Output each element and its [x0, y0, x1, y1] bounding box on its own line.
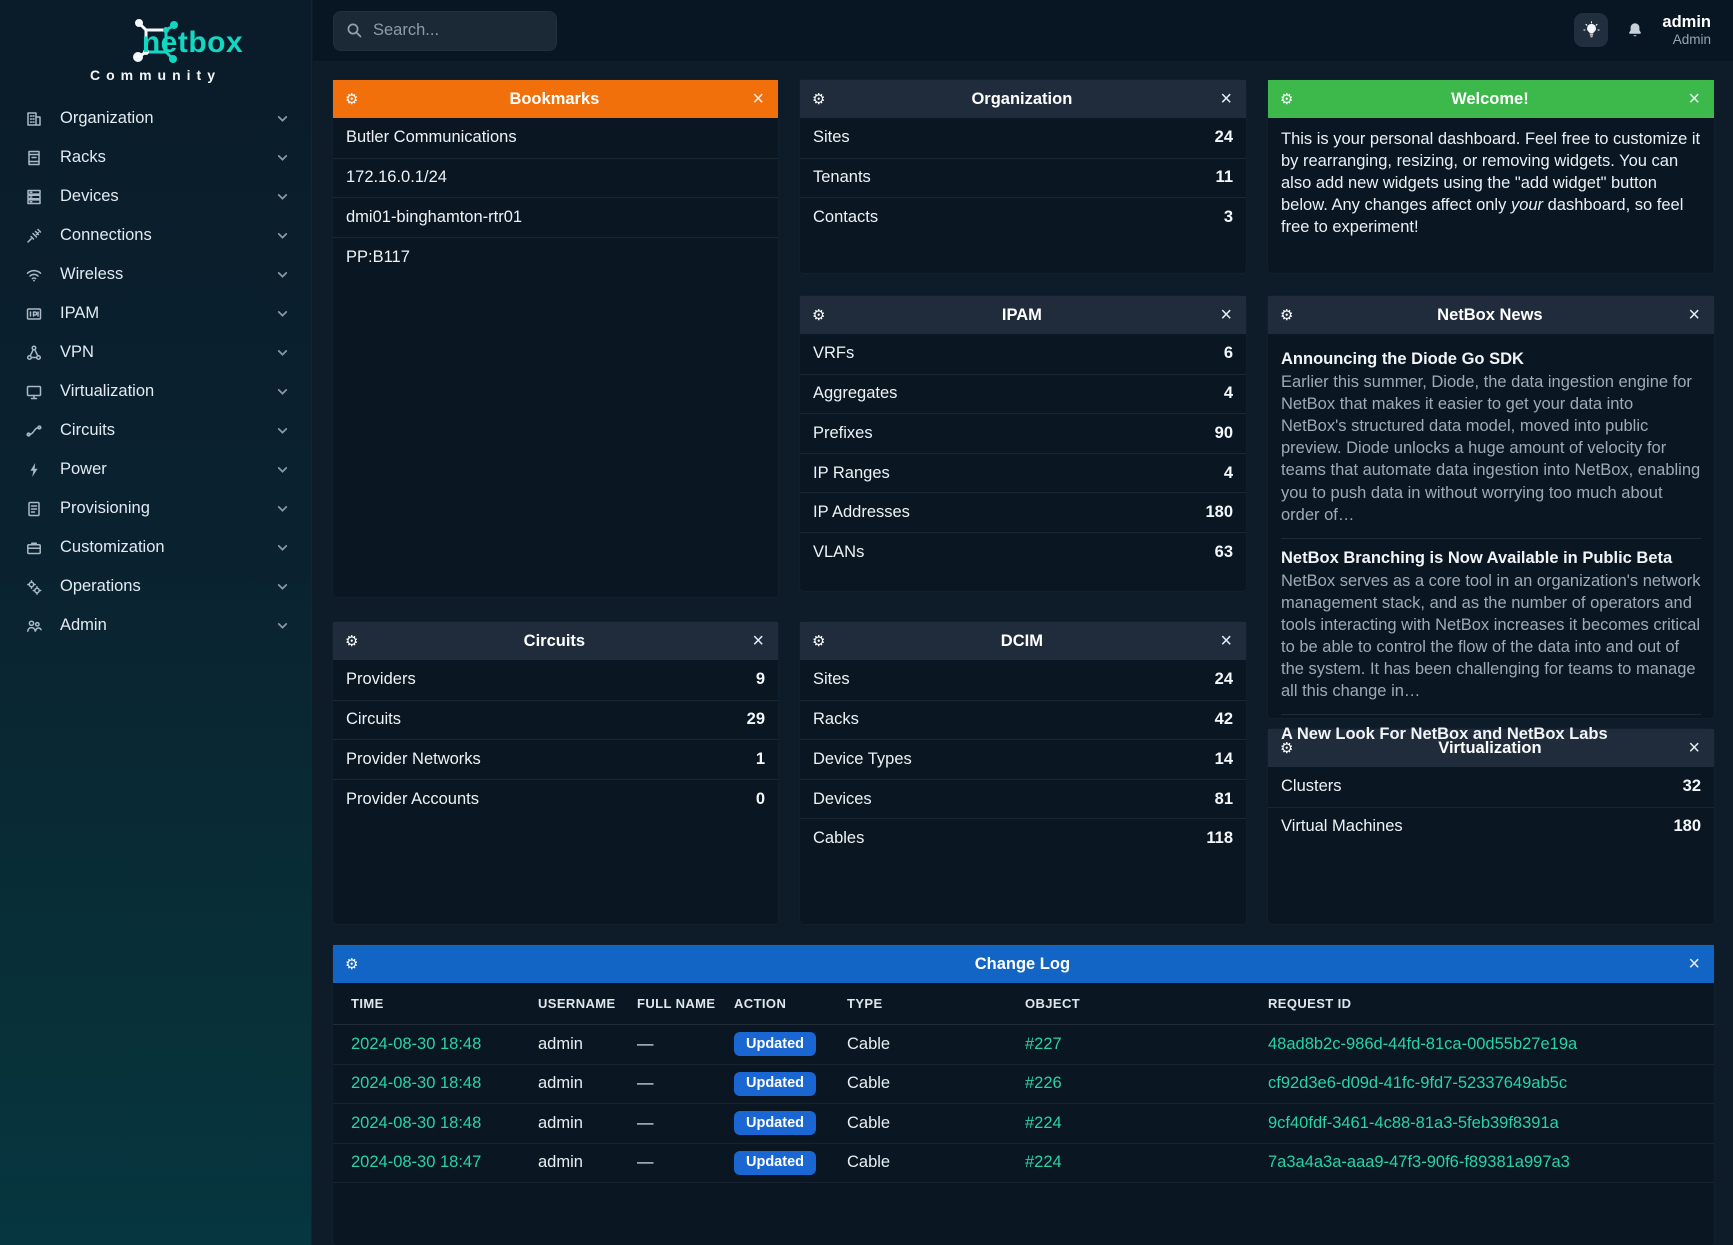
- stat-row: [800, 374, 1246, 414]
- sidebar-item-label: Provisioning: [60, 499, 150, 517]
- sidebar-item-label: Admin: [60, 616, 107, 634]
- stat-link[interactable]: Device Types: [813, 749, 912, 768]
- close-icon[interactable]: ×: [1220, 630, 1232, 652]
- stat-row: [800, 413, 1246, 453]
- changelog-time-link[interactable]: 2024-08-30 18:48: [351, 1113, 482, 1132]
- stat-link[interactable]: Racks: [813, 710, 859, 729]
- stat-link[interactable]: Prefixes: [813, 423, 873, 442]
- sidebar-item-label: VPN: [60, 343, 94, 361]
- news-article-link[interactable]: A New Look For NetBox and NetBox Labs: [1281, 725, 1608, 744]
- stat-value: 9: [755, 670, 765, 689]
- widget-bookmarks: [333, 80, 778, 597]
- sidebar-item-operations[interactable]: [0, 567, 311, 606]
- gear-icon[interactable]: ⚙: [345, 955, 359, 973]
- widget-circuits: [333, 622, 778, 924]
- stat-link[interactable]: Aggregates: [813, 384, 898, 403]
- news-article-body: NetBox serves as a core tool in an organization's network management stack, and as the number of operators and tools interacting with NetBox increases it becomes critical to be able to control the flow of the data into and out of the system. It has been challenging for teams to manage all this change in…: [1281, 571, 1701, 701]
- chevron-down-icon: [276, 268, 289, 281]
- document-icon: [24, 499, 44, 519]
- welcome-text: This is your personal dashboard. Feel free to customize it by rearranging, resizing, or removing widgets. You can also add new widgets using the "add widget" button below. Any changes affect only your dashboard, so feel free to experiment!: [1281, 130, 1701, 236]
- changelog-header-row: [333, 983, 1714, 1025]
- gear-icon[interactable]: ⚙: [345, 632, 359, 650]
- sidebar-item-label: Power: [60, 460, 107, 478]
- stat-row: [800, 197, 1246, 237]
- status-badge: Updated: [734, 1111, 816, 1135]
- changelog-object-link[interactable]: #226: [1025, 1074, 1062, 1093]
- changelog-full-name: —: [637, 1034, 654, 1053]
- stat-row: [800, 492, 1246, 532]
- widget-dcim: [800, 622, 1246, 924]
- stat-value: 42: [1214, 710, 1233, 729]
- stat-link[interactable]: Sites: [813, 670, 850, 689]
- stat-value: 0: [755, 789, 765, 808]
- bookmark-item[interactable]: 172.16.0.1/24: [333, 158, 778, 198]
- close-icon[interactable]: ×: [1220, 88, 1232, 110]
- stat-row: [800, 453, 1246, 493]
- sidebar-item-label: Devices: [60, 187, 119, 205]
- sidebar-item-virtualization[interactable]: [0, 372, 311, 411]
- stat-link[interactable]: Clusters: [1281, 777, 1342, 796]
- column-header: TIME: [351, 996, 384, 1011]
- table-row: [333, 1065, 1714, 1105]
- widget-title: Welcome!: [1451, 89, 1529, 108]
- stat-link[interactable]: Sites: [813, 128, 850, 147]
- news-article-body: Earlier this summer, Diode, the data ingestion engine for NetBox that makes it easier to get your data into NetBox's structured data model, moved into public preview. Diode unlocks a huge amount of velocity for teams that automate data ingestion into NetBox, enabling you to push data in without worrying too much about order of…: [1281, 373, 1701, 524]
- gear-icon[interactable]: ⚙: [1280, 306, 1294, 324]
- changelog-action: [734, 1151, 847, 1175]
- sidebar-item-label: Organization: [60, 109, 154, 127]
- close-icon[interactable]: ×: [752, 630, 764, 652]
- changelog-action: [734, 1111, 847, 1135]
- sidebar-item-label: Connections: [60, 226, 152, 244]
- sidebar-item-label: Wireless: [60, 265, 124, 283]
- status-badge: Updated: [734, 1151, 816, 1175]
- sidebar-item-customization[interactable]: [0, 528, 311, 567]
- sidebar-item-label: Circuits: [60, 421, 116, 439]
- bookmark-item[interactable]: dmi01-binghamton-rtr01: [333, 197, 778, 237]
- gear-icon[interactable]: ⚙: [1280, 739, 1294, 757]
- column-header: TYPE: [847, 996, 883, 1011]
- sidebar-item-wireless[interactable]: [0, 255, 311, 294]
- bell-icon: [1625, 20, 1645, 40]
- changelog-full-name: —: [637, 1074, 654, 1093]
- sidebar-item-admin[interactable]: [0, 606, 311, 645]
- stat-row: [333, 700, 778, 740]
- widget-title: Change Log: [974, 954, 1071, 973]
- lightning-icon: [24, 460, 44, 480]
- sidebar-item-organization[interactable]: [0, 99, 311, 138]
- building-icon: [24, 109, 44, 129]
- stat-row: [800, 739, 1246, 779]
- widget-title: IPAM: [1001, 305, 1042, 324]
- stat-value: 90: [1214, 423, 1233, 442]
- stat-row: [800, 334, 1246, 374]
- changelog-type: Cable: [847, 1074, 891, 1093]
- chevron-down-icon: [276, 502, 289, 515]
- stat-link[interactable]: Provider Networks: [346, 749, 481, 768]
- stat-row: [800, 700, 1246, 740]
- sidebar-item-label: Virtualization: [60, 382, 155, 400]
- chevron-down-icon: [276, 190, 289, 203]
- rack-icon: [24, 148, 44, 168]
- notifications-button[interactable]: [1625, 20, 1645, 40]
- changelog-action: [734, 1072, 847, 1096]
- changelog-username: admin: [538, 1074, 583, 1093]
- close-icon[interactable]: ×: [1688, 953, 1700, 975]
- status-badge: Updated: [734, 1072, 816, 1096]
- changelog-type: Cable: [847, 1034, 891, 1053]
- stat-row: [333, 779, 778, 819]
- stat-row: [800, 660, 1246, 700]
- stat-link[interactable]: IP Ranges: [813, 463, 890, 482]
- sidebar-item-ipam[interactable]: [0, 294, 311, 333]
- widget-virtualization: [1268, 729, 1714, 924]
- stat-row: [800, 118, 1246, 158]
- close-icon[interactable]: ×: [752, 88, 764, 110]
- stat-row: [1268, 767, 1714, 807]
- changelog-time-link[interactable]: 2024-08-30 18:47: [351, 1153, 482, 1172]
- stat-value: 180: [1673, 817, 1701, 836]
- users-icon: [24, 616, 44, 636]
- widget-title: Organization: [971, 89, 1073, 108]
- widget-title: DCIM: [1000, 631, 1043, 650]
- bookmark-item[interactable]: PP:B117: [333, 237, 778, 277]
- chevron-down-icon: [276, 385, 289, 398]
- stat-link[interactable]: Contacts: [813, 207, 879, 226]
- stat-value: 4: [1223, 384, 1233, 403]
- stat-value: 11: [1215, 168, 1233, 187]
- widget-change-log: [333, 945, 1714, 1245]
- chevron-down-icon: [276, 541, 289, 554]
- sidebar-item-connections[interactable]: [0, 216, 311, 255]
- stat-value: 3: [1223, 207, 1233, 226]
- stat-row: [800, 818, 1246, 858]
- stat-value: 63: [1214, 542, 1233, 561]
- stat-value: 118: [1206, 829, 1233, 848]
- sidebar-item-racks[interactable]: [0, 138, 311, 177]
- widget-title: Circuits: [523, 631, 586, 650]
- gears-icon: [24, 577, 44, 597]
- news-article-link[interactable]: Announcing the Diode Go SDK: [1281, 350, 1524, 368]
- wifi-icon: [24, 265, 44, 285]
- gear-icon[interactable]: ⚙: [812, 306, 826, 324]
- changelog-username: admin: [538, 1034, 583, 1053]
- chevron-down-icon: [276, 346, 289, 359]
- user-menu[interactable]: [1662, 13, 1711, 47]
- stat-value: 24: [1214, 670, 1233, 689]
- stat-row: [333, 660, 778, 700]
- gear-icon[interactable]: ⚙: [812, 90, 826, 108]
- stat-value: 1: [755, 749, 765, 768]
- column-header: REQUEST ID: [1268, 996, 1352, 1011]
- stat-row: [800, 779, 1246, 819]
- user-role: Admin: [1672, 32, 1711, 48]
- changelog-request-id-link[interactable]: cf92d3e6-d09d-41fc-9fd7-52337649ab5c: [1268, 1074, 1568, 1093]
- stat-link[interactable]: Virtual Machines: [1281, 817, 1403, 836]
- sidebar-item-circuits[interactable]: [0, 411, 311, 450]
- widget-welcome: [1268, 80, 1714, 273]
- news-article: [1281, 538, 1701, 715]
- theme-toggle-button[interactable]: [1574, 13, 1608, 47]
- sidebar-item-label: Racks: [60, 148, 106, 166]
- stat-link[interactable]: Devices: [813, 789, 872, 808]
- changelog-action: [734, 1032, 847, 1056]
- table-row: [333, 1104, 1714, 1144]
- stat-value: 29: [746, 710, 765, 729]
- sidebar-item-devices[interactable]: [0, 177, 311, 216]
- gear-icon[interactable]: ⚙: [345, 90, 359, 108]
- stat-value: 4: [1223, 463, 1233, 482]
- stat-row: [800, 158, 1246, 198]
- stat-link[interactable]: VRFs: [813, 344, 855, 363]
- table-row: [333, 1025, 1714, 1065]
- widget-netbox-news: [1268, 296, 1714, 744]
- stat-value: 6: [1223, 344, 1233, 363]
- sidebar-item-label: Operations: [60, 577, 141, 595]
- sidebar-item-provisioning[interactable]: [0, 489, 311, 528]
- search-box: [333, 11, 557, 51]
- column-header: OBJECT: [1025, 996, 1081, 1011]
- sidebar-item-power[interactable]: [0, 450, 311, 489]
- sidebar-item-vpn[interactable]: [0, 333, 311, 372]
- changelog-full-name: —: [637, 1153, 654, 1172]
- brand[interactable]: [0, 0, 311, 83]
- widget-title: NetBox News: [1437, 305, 1543, 324]
- stat-link[interactable]: IP Addresses: [813, 503, 910, 522]
- changelog-type: Cable: [847, 1113, 891, 1132]
- stat-value: 180: [1205, 503, 1233, 522]
- status-badge: Updated: [734, 1032, 816, 1056]
- stat-value: 32: [1682, 777, 1701, 796]
- column-header: ACTION: [734, 996, 787, 1011]
- column-header: USERNAME: [538, 996, 616, 1011]
- search-icon: [346, 22, 363, 39]
- chevron-down-icon: [276, 151, 289, 164]
- user-name: admin: [1662, 13, 1711, 32]
- stat-link[interactable]: Providers: [346, 670, 416, 689]
- gear-icon[interactable]: ⚙: [812, 632, 826, 650]
- widget-organization: [800, 80, 1246, 273]
- stat-value: 14: [1214, 749, 1233, 768]
- chevron-down-icon: [276, 580, 289, 593]
- stat-row: [800, 532, 1246, 572]
- monitor-icon: [24, 382, 44, 402]
- chevron-down-icon: [276, 229, 289, 242]
- table-row: [333, 1144, 1714, 1184]
- sidebar-nav: [0, 99, 311, 645]
- dashboard: [313, 61, 1733, 1245]
- server-icon: [24, 187, 44, 207]
- dashboard-column-2: [800, 80, 1246, 924]
- dashboard-column-3: [1268, 80, 1714, 924]
- search-input[interactable]: [373, 21, 544, 40]
- changelog-object-link[interactable]: #224: [1025, 1113, 1062, 1132]
- changelog-object-link[interactable]: #224: [1025, 1153, 1062, 1172]
- widget-title: Bookmarks: [509, 89, 600, 108]
- changelog-request-id-link[interactable]: 7a3a4a3a-aaa9-47f3-90f6-f89381a997a3: [1268, 1153, 1570, 1172]
- chevron-down-icon: [276, 463, 289, 476]
- brand-name: netbox: [141, 26, 244, 59]
- stat-link[interactable]: Circuits: [346, 710, 402, 729]
- topbar: [313, 0, 1733, 61]
- changelog-username: admin: [538, 1153, 583, 1172]
- chevron-down-icon: [276, 112, 289, 125]
- changelog-time-link[interactable]: 2024-08-30 18:48: [351, 1074, 482, 1093]
- changelog-username: admin: [538, 1113, 583, 1132]
- stat-value: 24: [1214, 128, 1233, 147]
- close-icon[interactable]: ×: [1688, 737, 1700, 759]
- stat-link[interactable]: VLANs: [813, 542, 865, 561]
- plug-icon: [24, 226, 44, 246]
- chevron-down-icon: [276, 307, 289, 320]
- news-article: [1281, 340, 1701, 538]
- changelog-time-link[interactable]: 2024-08-30 18:48: [351, 1034, 482, 1053]
- chevron-down-icon: [276, 424, 289, 437]
- close-icon[interactable]: ×: [1688, 88, 1700, 110]
- bookmark-item[interactable]: Butler Communications: [346, 128, 517, 147]
- chevron-down-icon: [276, 619, 289, 632]
- stat-link[interactable]: Provider Accounts: [346, 789, 479, 808]
- lightbulb-icon: [1582, 21, 1601, 40]
- circuit-icon: [24, 421, 44, 441]
- close-icon[interactable]: ×: [1220, 304, 1232, 326]
- site-network-icon: [24, 343, 44, 363]
- changelog-request-id-link[interactable]: 9cf40fdf-3461-4c88-81a3-5feb39f8391a: [1268, 1113, 1559, 1132]
- close-icon[interactable]: ×: [1688, 304, 1700, 326]
- changelog-full-name: —: [637, 1113, 654, 1132]
- widget-title: Virtualization: [1438, 738, 1542, 757]
- sidebar: [0, 0, 312, 1245]
- stat-row: [333, 739, 778, 779]
- stat-link[interactable]: Cables: [813, 829, 865, 848]
- sidebar-item-label: IPAM: [60, 304, 100, 322]
- brand-subtitle: Community: [90, 67, 221, 83]
- gear-icon[interactable]: ⚙: [1280, 90, 1294, 108]
- changelog-object-link[interactable]: #227: [1025, 1034, 1062, 1053]
- briefcase-icon: [24, 538, 44, 558]
- ip-card-icon: [24, 304, 44, 324]
- changelog-type: Cable: [847, 1153, 891, 1172]
- widget-ipam: [800, 296, 1246, 591]
- stat-link[interactable]: Tenants: [813, 168, 871, 187]
- news-article-link[interactable]: NetBox Branching is Now Available in Public Beta: [1281, 548, 1673, 567]
- dashboard-column-1: [333, 80, 778, 924]
- stat-row: [1268, 807, 1714, 847]
- changelog-request-id-link[interactable]: 48ad8b2c-986d-44fd-81ca-00d55b27e19a: [1268, 1034, 1578, 1053]
- stat-value: 81: [1214, 789, 1233, 808]
- sidebar-item-label: Customization: [60, 538, 165, 556]
- column-header: FULL NAME: [637, 996, 716, 1011]
